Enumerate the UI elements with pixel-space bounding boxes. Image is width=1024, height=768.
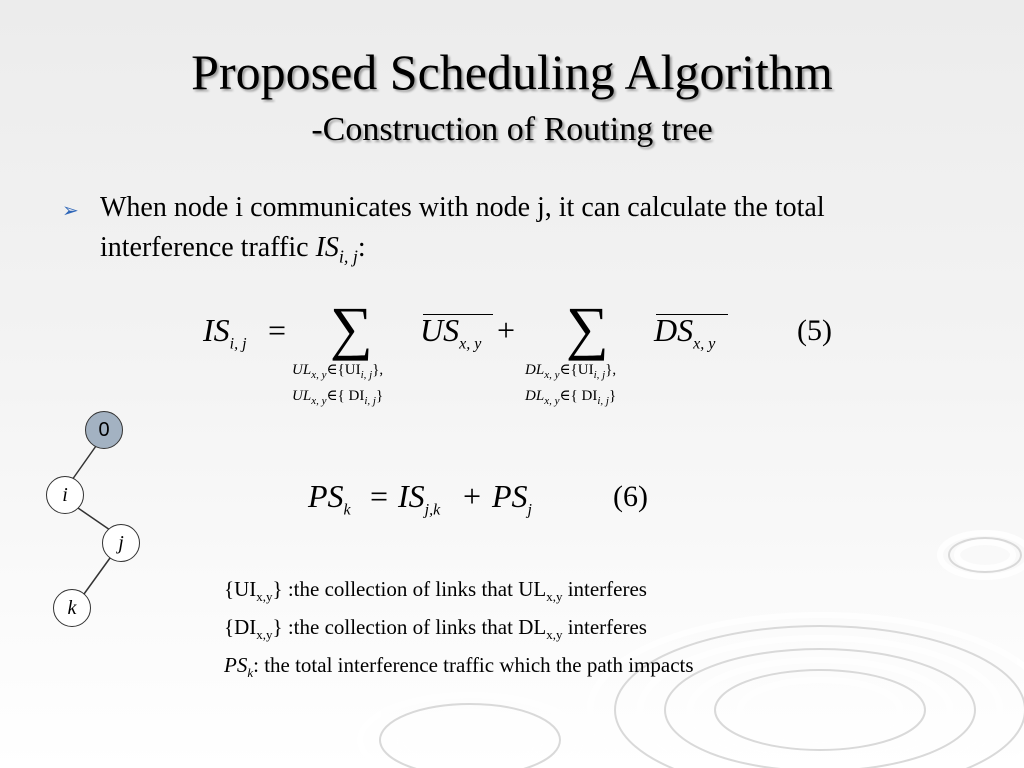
bullet-main-text: When node i communicates with node j, it can calculate the total interference traffic — [100, 192, 825, 263]
eq5-number: (5) — [797, 314, 832, 347]
definition-di: $\{DI_{x,y}\}$ :the collection of links that $DL_{x,y}$ interferes — [224, 615, 647, 643]
eq6-term2: $PS_j$ — [492, 478, 532, 519]
eq5-sum1-sigma: ∑ — [330, 295, 373, 361]
tree-node-root: 0 — [85, 411, 123, 449]
eq5-sum2-sigma: ∑ — [566, 295, 609, 361]
tree-node-j: j — [102, 524, 140, 562]
slide-subtitle: -Construction of Routing tree — [311, 111, 713, 148]
edge-0-i — [72, 446, 96, 480]
eq6-term1: $IS_{j,k}$ — [398, 478, 441, 519]
eq5-term2: $DS_{x, y}$ — [654, 312, 716, 353]
eq5-term1: $US_{x, y}$ — [420, 312, 482, 353]
edge-i-j — [78, 508, 110, 530]
bullet-arrow-icon: ➢ — [62, 198, 79, 222]
slide-title: Proposed Scheduling Algorithm — [191, 44, 833, 100]
tree-node-k: k — [53, 589, 91, 627]
eq6-equals: = — [370, 478, 389, 514]
eq6-lhs: $PS_k$ — [308, 478, 351, 519]
bullet-colon: : — [357, 232, 366, 263]
definitions — [224, 574, 694, 689]
eq5-plus: + — [497, 312, 516, 348]
eq6-plus: + — [463, 478, 482, 514]
eq5-equals: = — [268, 312, 287, 348]
edge-j-k — [84, 558, 110, 594]
eq6-number: (6) — [613, 480, 648, 513]
eq5-lhs: $IS_{i, j}$ — [203, 312, 247, 353]
tree-node-i: i — [46, 476, 84, 514]
definition-ps: $PS_k$: the total interference traffic which the path impacts — [224, 653, 694, 681]
definition-ui: $\{UI_{x,y}\}$ :the collection of links that $UL_{x,y}$ interferes — [224, 577, 647, 605]
bullet-symbol: $IS_{i, j}$ — [315, 232, 358, 267]
eq5-sum1-limits: $UL_{x, y}\in\{UI_{i, j}\}$, $UL_{x, y}\in${ $DI_{i, j}$} — [292, 362, 384, 407]
eq5-sum2-limits: $DL_{x, y}\in\{UI_{i, j}\}$, $DL_{x, y}\in${ $DI_{i, j}$} — [525, 362, 617, 407]
